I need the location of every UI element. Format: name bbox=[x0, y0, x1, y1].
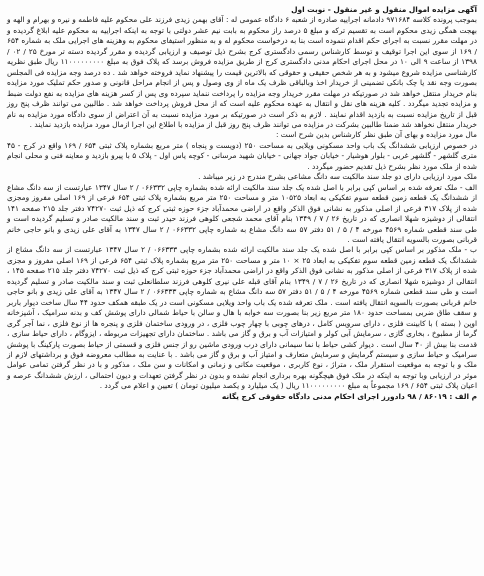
assessment-intro-paragraph: مال مورد مزایده و بهای آن طبق نظر کارشناس بدین شرح است : bbox=[275, 130, 477, 140]
deed-b-and-valuation-paragraph: ب - ملک مذکور بر اساس کپی برابر با اصل شده یک جلد سند مالکیت ارائه شده بشماره چاپی ۰۶۶۳۳۳ / ۲ سال ۱۳۴۷ عبارتست از سه دانگ مشاع از ششدانگ یک قطعه زمین قطعه سوم تفکیکی به ابعاد ۲۵ × ۱۰ متر و مساحت ۲۵۰ متر مربع بشماره پلاک ثبتی ۶۵۴ فرعی از ۱۶۹ اصلی مفروز و مجزی شده از پلاک ۳۱۷ فرعی از اصلی مذکور به نشانی فوق الذکر واقع در اراضی محمدآباد جزء حوزه ثبتی کرج که ذیل ثبت ۷۴۲۷۰ دفتر جلد ۲۱۵ صفحه ۱۴۵ ، انتقالی از دوشیزه شهلا انصاری که در تاریخ ۲۶ / ۷ / ۱۳۴۹ بنام آقای قبله علی نیری کلوهی فرزند سلطانعلی ثبت و سند مالکیت صادر و تسلیم گردیده است و طی سند قطعی شماره ۴۵۶۹ مورخه ۴ / ۵ / ۵۱ دفتر ۵۷ سه دانگ مشاع به شماره چاپی ۰۶۶۳۳۳ / ۲ سال ۱۳۴۷ به آقای علی زیدی و بانو حاجی خانم قربانی بصورت بالسویه انتقال یافته است . ملک تعرفه شده یک باب واحد ویلایی مسکونی است در یک طبقه همکف حدود ۴۴ سال ساخت دیوار باربر و سقف طاق ضربی بمساحت حدود ۱۸۰ متر مربع زیر بنا بصورت سه خوابه با هال و سالن با حیاط شمالی دارای پوشش کف و بدنه سرامیک ، آشپزخانه اوپن ( بسته ) با کابینت فلزی ، دارای سرویس کامل ، درهای چوبی با چهار چوب فلزی ، در ورودی ساختمان فلزی و پنجره ها از نوع فلزی ، نما آجر گری گرما از مطبوخ ، بخاری گازی ، سرمایش آبی کولر و امتیازات آب و برق و گاز می باشد . ساختمان دارای تجهیزات مربوطه ، ایزوگام ، دارای حیاط سازی ، قدمت بنا بیش از ۴۰ سال است . دیوار کشی حیاط با نما سیمانی دارای درب ورودی ماشین رو از جنس فلزی و قسمتی از حیاط بصورت پارکینگ با پوشش سرامیک و حیاط سازی و سیستم گرمایش و سرمایش متعارف و امتیاز آب و برق و گاز می باشد . با عنایت به مطالب معروضه فوق و برداشتهای لازم از ملک و با توجه به موقعیت استقرار ملک ، متراژ ، نوع کاربری ، موقعیت مکانی و زمانی و امکانات و سن ملک ، مذکور و با در نظر گرفتن تمامی عوامل موثر در ارزیابی وبا توجه به اینکه در ملک فوق هیچگونه بهره برداری انجام نشده و بدون در نظر گرفتن تعهدات و دیون احتمالی ، ارزش ششدانگ عرصه و اعیان پلاک ثبتی ۶۵۴ / ۱۶۹ مجموعاً به مبلغ ۱۱۰۰۰۰۰۰۰۰۰ ریال ( یک میلیارد و یکصد میلیون تومان ) تعیین و اعلام می گردد . bbox=[7, 245, 478, 391]
signature: دادورز اجرای احکام مدنی دادگاه حقوقی کرج یگانه bbox=[221, 391, 405, 401]
property-location-paragraph: در خصوص ارزیابی ششدانگ یک باب واحد مسکونی ویلایی به مساحت ۲۵۰ (دویست و پنجاه ) متر مربع بشماره پلاک ثبتی ۶۵۴ / ۱۶۹ واقع در کرج - ۴۵ متری گلشهر - گلشهر غربی - بلوار هوشیار - خیابان جواد جهانی - خیابان شهید مرسانی - کوچه یاس اول - پلاک ۵ با پیرو بازدید و معاینه فنی و محلی انجام شده از ملک مورد نظر بشرح ذیل تقدیم حضور میگردد . bbox=[7, 140, 478, 171]
ownership-documents-paragraph: ملک مورد ارزیابی دارای دو جلد سند مالکیت سه دانگ مشاعی بشرح مندرج در زیر میباشد . bbox=[198, 172, 477, 182]
deed-a-paragraph: الف - ملک تعرفه شده بر اساس کپی برابر با اصل شده یک جلد سند مالکیت ارائه شده بشماره چاپی ۰۶۶۳۳۲ / ۲ سال ۱۳۴۷ عبارتست از سه دانگ مشاع از ششدانگ یک قطعه زمین قطعه سوم تفکیکی به ابعاد ۱۰۵۲۵ متر و مساحت ۲۵۰ متر مربع بشماره پلاک ثبتی ۶۵۴ فرعی از ۱۶۹ اصلی مفروز ومجزی شده از پلاک ۳۱۷ فرعی از اصلی مذکور به نشانی فوق الذکر واقع در اراضی محمدآباد جزء حوزه ثبتی کرج که ذیل ثبت ۷۴۲۷۰ دفتر جلد ۲۱۵ صفحه ۱۴۱ انتقالی از دوشیزه شهلا انصاری که در تاریخ ۲۶ / ۷ / ۱۳۴۹ بنام آقای محمد شجعی کلوهی فرزند حیدر ثبت و سند مالکیت صادر و تسلیم گردیده است و طی سند قطعی شماره ۴۵۶۹ مورخه ۴ / ۵ / ۵۱ دفتر ۵۷ سه دانگ مشاع به شماره چاپی ۰۶۶۳۳۲ / ۲ سال ۱۳۴۷ به آقای علی زیدی و بانو حاجی خانم قربانی بصورت بالسویه انتقال یافته است . bbox=[7, 182, 478, 244]
notice-heading: آگهی مزایده اموال منقول و غیر منقول - نوبت اول bbox=[291, 5, 477, 14]
execution-order-paragraph: بموجب پرونده کلاسه ۹۷۱۶۸۴ دادمانه اجراییه صادره از شعبه ۶ دادگاه عمومی له : آقای بهمن زیدی فرزند علی محکوم علیه فاطمه و نیره و بهرام و الهه و بهجت همگی زیدی محکوم است به تقسیم ترکه و مبلغ ۵ درصد راز محکوم به بابت نیم عشر دولتی با توجه به اینکه اجراییه به محکوم علیه ابلاغ گردیده و در مهلت مقرر نسبت به اجرای حکم اقدام ننموده است بنا به درخواست محکوم له و به منظور استیفای محکوم به وهزینه های اجرایی ملک به شماره ۶۵۴ / ۱۶۹ از سوی این اجرا توقیف و توسط کارشناس رسمی دادگستری کرج بشرح ذیل توصیف و ارزیابی گردیده و مقرر گردیده دسته تر مورخ ۲۵ / ۰۲ / ۱۳۹۸ از ساعت ۹ الی ۱۰ در محل اجرای احکام مدنی دادگستری کرج از طریق مزایده فروش برسد که پلاک فوق به مبلغ ۱۱۰۰۰۰۰۰۰۰۰ ریال طبق نظریه کارشناسی مزایده شروع میشود و به هر شخص حقیقی و حقوقی که بالاترین قیمت را پیشنهاد نماید فروخته خواهد شد . ده درصد وجه مزایده فی المجلس بصورت وجه نقد یا چک بانکی تضمینی از خریدار اخذ وبالباقی ظرف یک ماه از وی وصول و پس از انجام مراحل قانونی و صدور حکم تملیک مورد مزایده بنام خریدار منتقل خواهد شد در صورتیکه در مهلت مقرر خریدار وجه مزایده را پرداخت ننماید سپرده وی پس از کسر هزینه های مزایده به نفع دولت ضبط و مزایده تجدید میگردد . کلیه هزینه های نقل و انتقال به عهده محکوم علیه است که از محل فروش پرداخت خواهد شد . طالبین می توانند ظرف پنج روز قبل از تاریخ مزایده نسبت به بازدید اقدام نمایند . لازم به ذکر است در صورتیکه بر مورد مزایده نسبت به آن اعتراض از سوی دادگاه مورد مزایده به نام خریدار منتقل نخواهد شد ضمنا طالبین بشرکت در مزایده می توانند ظرف پنج روز قبل از مزایده با اطلاع این اجرا ازمال مورد مزایده بازدید نمایند . bbox=[7, 15, 477, 129]
signature-line bbox=[7, 392, 477, 402]
registration-code: م الف : ۸۶۰۱۹ / ۹۸ bbox=[407, 391, 477, 401]
